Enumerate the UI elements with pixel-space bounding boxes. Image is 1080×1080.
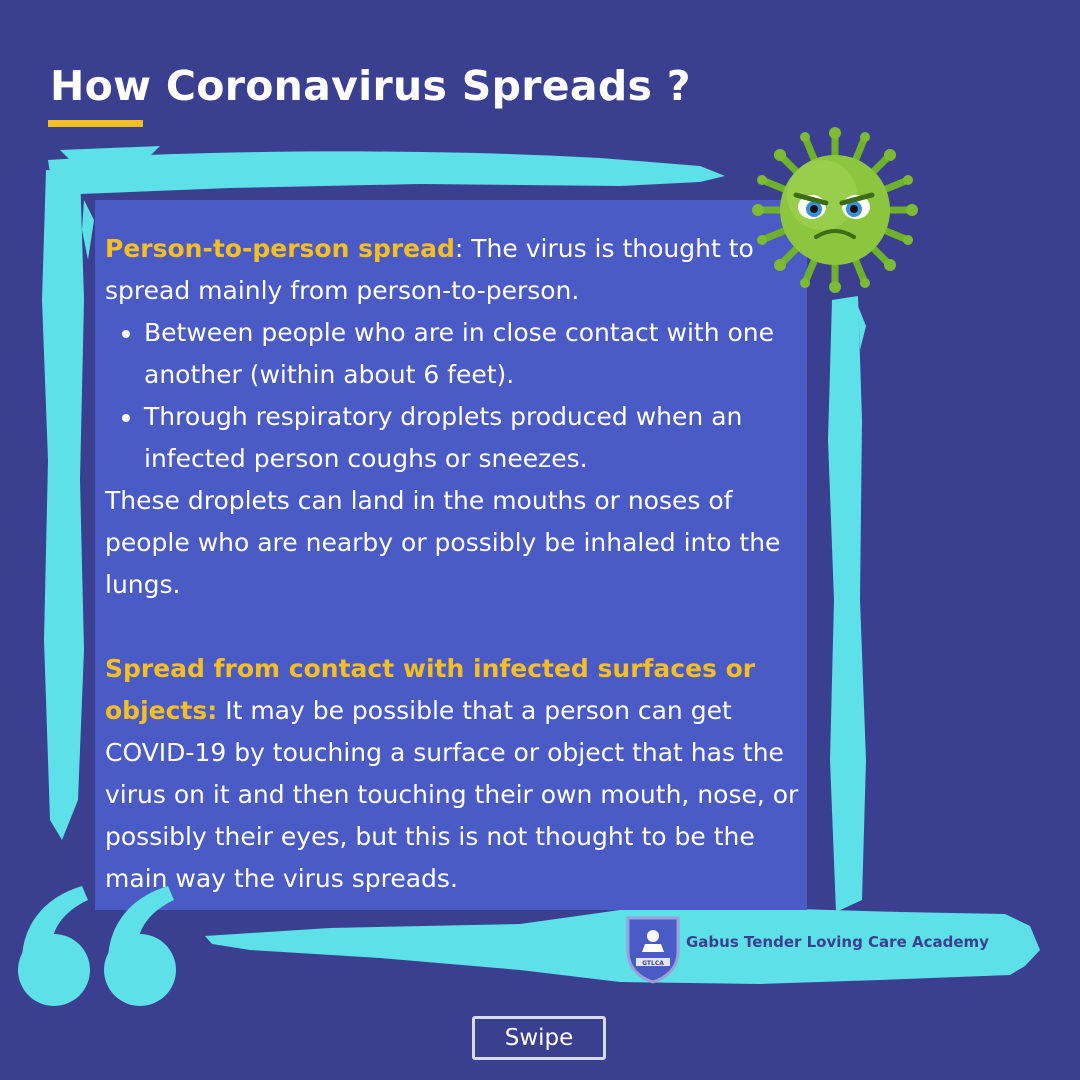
academy-name: Gabus Tender Loving Care Academy — [686, 933, 989, 951]
section2-text: It may be possible that a person can get COVID-19 by touching a surface or object that has the virus on it and then touching their own mouth, nose, or possibly their eyes, but this is not thought to be the main way the virus spreads. — [105, 696, 799, 893]
section1-paragraph: These droplets can land in the mouths or noses of people who are nearby or possibly be inhaled into the lungs. — [105, 486, 781, 599]
section1-heading: Person-to-person spread — [105, 234, 455, 263]
logo-text: GTLCA — [642, 960, 664, 967]
page-title: How Coronavirus Spreads ? — [50, 62, 691, 110]
section2-heading: Spread from contact with infected surfaces or objects: — [105, 654, 756, 725]
section-surfaces — [105, 648, 807, 900]
section1-bullet-list — [105, 312, 807, 480]
quotation-mark-icon — [12, 880, 187, 1010]
virus-character-icon — [750, 125, 920, 295]
academy-shield-logo — [622, 912, 684, 984]
list-item: • Through respiratory droplets produced when an infected person coughs or sneezes. — [144, 396, 807, 480]
list-item: • Between people who are in close contact with one another (within about 6 feet). — [144, 312, 807, 396]
section1-intro: : The virus is thought to spread mainly from person-to-person. — [105, 234, 754, 305]
section-person-to-person — [105, 228, 807, 312]
swipe-button[interactable]: Swipe — [472, 1016, 606, 1060]
content-panel — [95, 200, 807, 910]
